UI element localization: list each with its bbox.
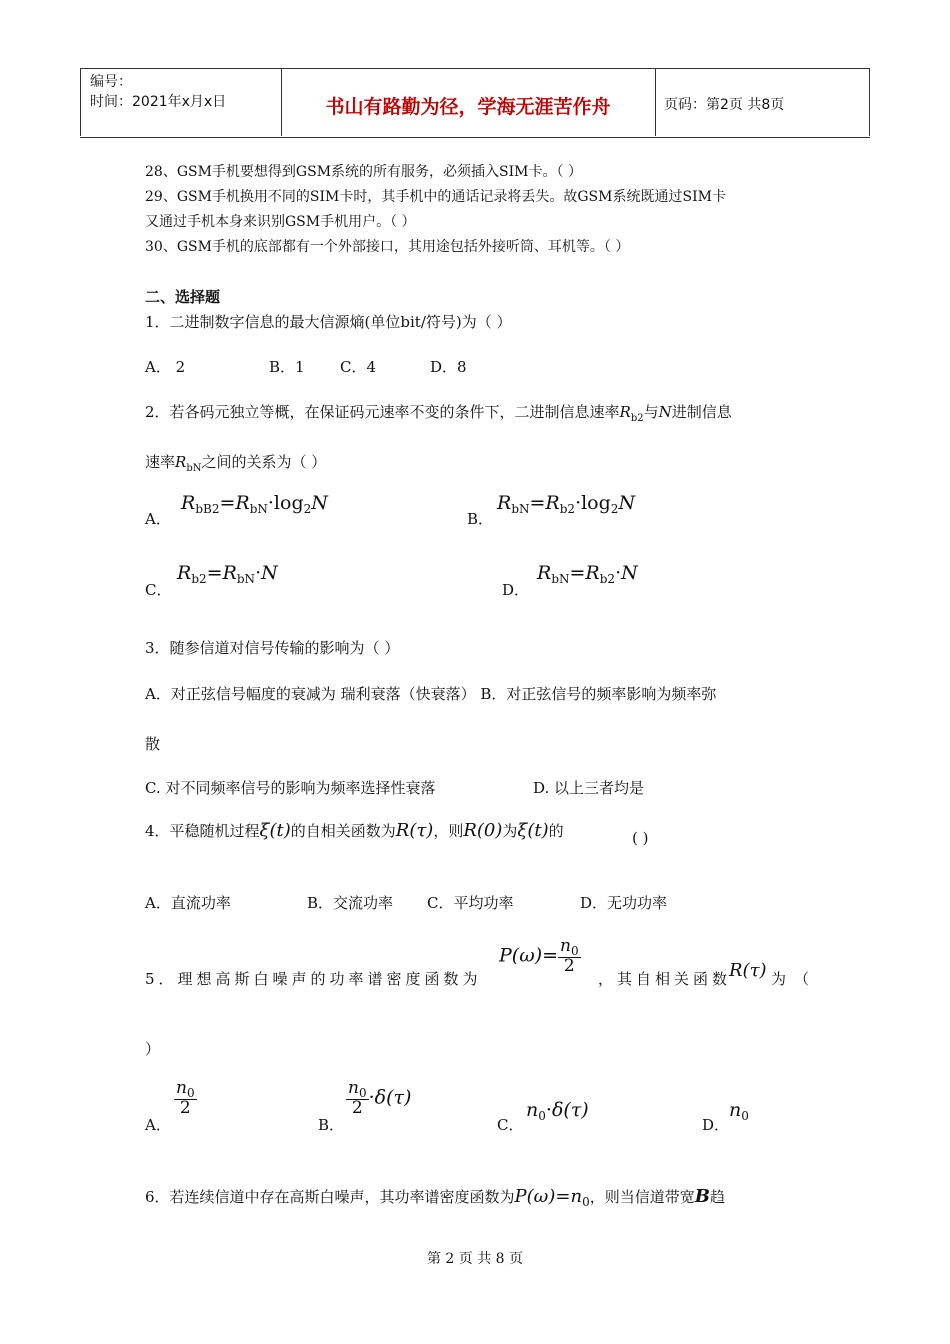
f-dot: ·	[615, 562, 622, 584]
q4-post: 的	[548, 822, 564, 840]
header-border-right	[869, 68, 870, 136]
q2-var-n: N	[658, 403, 672, 421]
q4-pre: 4．平稳随机过程	[145, 822, 260, 840]
f-frac	[174, 1080, 197, 1117]
q1-option-d: D．8	[430, 358, 467, 376]
q5-option-a-formula	[174, 1080, 197, 1117]
f-n: N	[261, 562, 278, 584]
q5-stem-post: 为（	[771, 970, 818, 988]
q2-line2	[145, 451, 326, 474]
q5-r-tau: R(τ)	[729, 960, 767, 981]
q2-option-a-formula	[181, 492, 328, 516]
q3-option-ab-line1: A．对正弦信号幅度的衰减为 瑞利衰落（快衰落） B．对正弦信号的频率影响为频率弥	[145, 685, 717, 703]
q2-option-d-formula	[537, 562, 638, 586]
f-dot: ·	[575, 492, 582, 514]
f-dot: ·	[267, 492, 274, 514]
f-sub: bB2	[195, 502, 220, 516]
q6-post: 趋	[709, 1188, 725, 1206]
q6-pre: 6．若连续信道中存在高斯白噪声，其功率谱密度函数为	[145, 1188, 515, 1206]
q2-sub-b2: b2	[630, 413, 644, 424]
q4-mid2: ，则	[433, 822, 464, 840]
f-sub: 0	[538, 1109, 546, 1123]
q4-r-tau: R(τ)	[395, 820, 434, 841]
f-sub: bN	[511, 502, 530, 516]
q2-line1-mid: 与	[643, 403, 659, 421]
f-n: n	[729, 1099, 742, 1121]
f-eq: =	[206, 562, 223, 584]
question-29-line2: 又通过手机本身来识别GSM手机用户。（ ）	[145, 214, 416, 230]
q4-xi-t: ξ(t)	[259, 820, 291, 841]
q5-option-d-label: D．	[702, 1116, 730, 1134]
q2-line1	[145, 401, 732, 424]
header-info	[90, 72, 226, 112]
q2-option-c-label: C．	[145, 581, 172, 599]
question-30: 30、GSM手机的底部都有一个外部接口，其用途包括外接听筒、耳机等。（ ）	[145, 239, 630, 255]
f-two: 2	[179, 1098, 191, 1118]
q2-line2-pre: 速率	[145, 453, 176, 471]
f-p-omega: P(ω)	[499, 944, 543, 967]
q4-xi-t2: ξ(t)	[517, 820, 549, 841]
f-n: N	[621, 562, 638, 584]
header-motto: 书山有路勤为径，学海无涯苦作舟	[325, 96, 611, 118]
f-delta: δ(τ)	[374, 1086, 412, 1109]
q3-stem: 3．随参信道对信号传输的影响为（ ）	[145, 639, 400, 657]
q5-option-a-label: A．	[145, 1116, 171, 1134]
f-frac	[346, 1080, 369, 1117]
header-page-label: 页码：第2页 共8页	[664, 97, 785, 113]
q2-option-b-label: B．	[467, 510, 494, 528]
q1-option-a: A． 2	[145, 358, 186, 376]
f-eq: =	[569, 562, 586, 584]
q6-mid: ，则当信道带宽	[589, 1188, 695, 1206]
q2-option-a-label: A．	[145, 510, 171, 528]
q4-stem	[145, 820, 564, 841]
f-n: n	[348, 1078, 359, 1098]
q2-sub-bn: bN	[186, 463, 202, 474]
f-n: N	[311, 492, 328, 514]
q1-option-c: C．4	[340, 358, 377, 376]
time-label: 时间：2021年x月x日	[90, 94, 227, 110]
f-r: R	[545, 492, 560, 514]
q4-mid3: 为	[502, 822, 518, 840]
f-n: n	[176, 1078, 187, 1098]
q2-var-r: R	[619, 403, 631, 421]
f-r: R	[585, 562, 600, 584]
f-sub: 2	[303, 502, 312, 516]
f-r: R	[222, 562, 237, 584]
q4-option-b: B．交流功率	[307, 894, 394, 912]
q5-option-b-label: B．	[318, 1116, 345, 1134]
f-frac	[558, 938, 581, 975]
f-r: R	[177, 562, 192, 584]
f-delta: δ(τ)	[551, 1099, 589, 1121]
q4-r-0: R(0)	[463, 820, 503, 841]
f-sub: bN	[236, 572, 256, 586]
q3-option-ab-line2: 散	[145, 735, 161, 753]
q3-option-c: C. 对不同频率信号的影响为频率选择性衰落	[145, 779, 436, 797]
f-sub: 0	[186, 1086, 195, 1100]
q2-var-r2: R	[175, 453, 187, 471]
q4-mid1: 的自相关函数为	[290, 822, 396, 840]
f-r: R	[497, 492, 512, 514]
q2-option-d-label: D．	[502, 581, 530, 599]
q2-line1-pre: 2．若各码元独立等概，在保证码元速率不变的条件下，二进制信息速率	[145, 403, 620, 421]
f-sub: bN	[249, 502, 268, 516]
f-sub: 0	[741, 1109, 749, 1123]
code-label: 编号：	[90, 74, 132, 90]
f-sub: b2	[559, 502, 576, 516]
question-28: 28、GSM手机要想得到GSM系统的所有服务，必须插入SIM卡。（ ）	[145, 164, 582, 180]
q4-option-a: A．直流功率	[145, 894, 231, 912]
q6-sub: 0	[582, 1195, 590, 1209]
q3-option-d: D. 以上三者均是	[533, 779, 645, 797]
q4-option-d: D．无功功率	[580, 894, 668, 912]
f-n: N	[618, 492, 636, 514]
f-log: log	[273, 492, 304, 514]
header-border-left	[80, 68, 81, 136]
f-n: n	[526, 1099, 539, 1121]
f-eq: =	[219, 492, 236, 514]
q1-stem: 1．二进制数字信息的最大信源熵(单位bit/符号)为（ ）	[145, 313, 512, 331]
q6-var-b: B	[694, 1186, 710, 1207]
q2-line1-post: 进制信息	[671, 403, 732, 421]
f-eq: =	[529, 492, 546, 514]
q5-option-c-label: C．	[497, 1116, 524, 1134]
f-sub: 0	[358, 1086, 367, 1100]
section-title: 二、选择题	[145, 288, 221, 306]
f-r: R	[181, 492, 196, 514]
q5-option-d-formula	[729, 1099, 749, 1123]
question-29-line1: 29、GSM手机换用不同的SIM卡时，其手机中的通话记录将丢失。故GSM系统既通过SIM卡	[145, 189, 726, 205]
f-r: R	[235, 492, 250, 514]
q5-stem-pre: 5．理想高斯白噪声的功率谱密度函数为	[145, 970, 482, 988]
f-sub: b2	[599, 572, 616, 586]
page-footer: 第 2 页 共 8 页	[426, 1251, 524, 1267]
f-two: 2	[563, 956, 575, 976]
q5-stem-close: ）	[145, 1040, 161, 1058]
q5-option-c-formula: $n_0\cdot\delta(\tau)$	[526, 1099, 589, 1123]
q2-line2-post: 之间的关系为（ ）	[201, 453, 327, 471]
q6-n: n	[570, 1186, 583, 1207]
q1-option-b: B．1	[269, 358, 305, 376]
f-n: n	[560, 936, 571, 956]
q4-option-c: C．平均功率	[427, 894, 514, 912]
f-two: 2	[351, 1098, 363, 1118]
f-log: log	[581, 492, 611, 514]
q2-option-b-formula	[497, 492, 635, 516]
q5-stem-mid: ，其自相关函数	[598, 970, 732, 988]
header-divider-2	[655, 68, 656, 136]
q5-option-b-formula: $\frac{n_0}{2}$ ·δ(τ)	[348, 1078, 412, 1118]
f-sub: 0	[570, 944, 579, 958]
f-dot: ·	[255, 562, 262, 584]
q5-psd-formula: P(ω)= $\frac{n_0}{2}$	[499, 936, 579, 976]
f-sub: bN	[551, 572, 570, 586]
f-sub: 2	[610, 502, 619, 516]
q6-stem: 6．若连续信道中存在高斯白噪声，其功率谱密度函数为$P(\omega)=n_0$，则当信道带宽B趋	[145, 1186, 725, 1209]
q4-paren: ( )	[632, 829, 649, 847]
q2-option-c-formula	[177, 562, 278, 586]
f-r: R	[537, 562, 552, 584]
f-sub: b2	[191, 572, 207, 586]
q6-p-omega: P(ω)	[514, 1186, 556, 1207]
